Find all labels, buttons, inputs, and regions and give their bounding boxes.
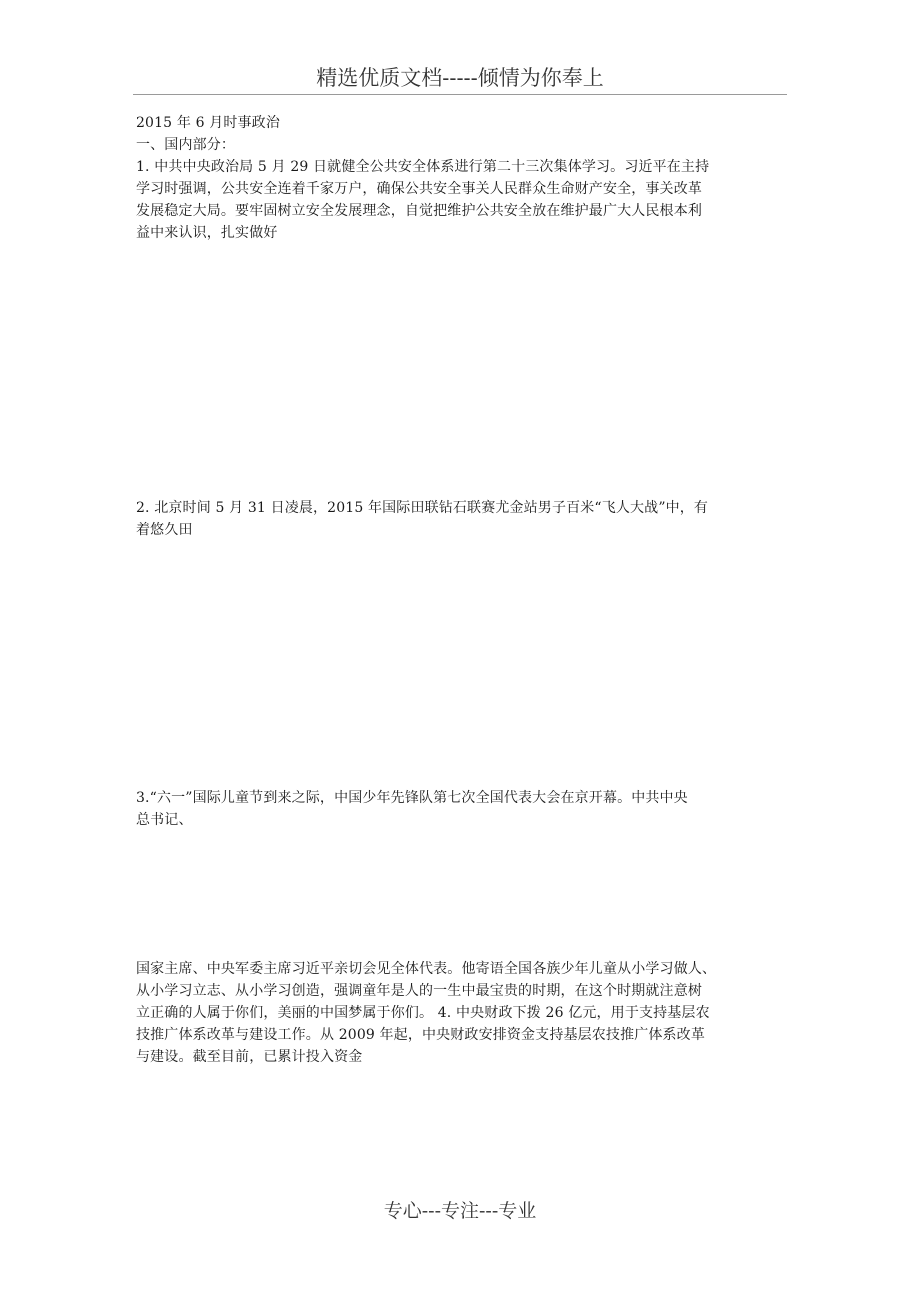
item3-cont-line-4: 技推广体系改革与建设工作。从 2009 年起，中央财政安排资金支持基层农技推广体系改革	[136, 1027, 705, 1043]
item1-line-1: 1. 中共中央政治局 5 月 29 日就健全公共安全体系进行第二十三次集体学习。习近平在主持	[136, 159, 710, 175]
item3-cont-line-1: 国家主席、中央军委主席习近平亲切会见全体代表。他寄语全国各族少年儿童从小学习做人、	[136, 961, 717, 977]
item3-block	[136, 787, 796, 831]
doc-title: 2015 年 6 月时事政治	[136, 115, 280, 131]
item3-line-1: 3.“六一”国际儿童节到来之际，中国少年先锋队第七次全国代表大会在京开幕。中共中央	[136, 790, 688, 806]
item3-cont-line-5: 与建设。截至目前，已累计投入资金	[136, 1049, 363, 1065]
item1-line-2: 学习时强调，公共安全连着千家万户，确保公共安全事关人民群众生命财产安全，事关改革	[136, 181, 702, 197]
item1-line-3: 发展稳定大局。要牢固树立安全发展理念，自觉把维护公共安全放在维护最广大人民根本利	[136, 203, 702, 219]
item2-line-1: 2. 北京时间 5 月 31 日凌晨，2015 年国际田联钻石联赛尤金站男子百米“飞人大战”中，有	[136, 500, 709, 516]
item3-continuation-block	[136, 958, 796, 1068]
intro-block	[136, 112, 796, 244]
section-heading: 一、国内部分：	[136, 137, 236, 153]
item2-block	[136, 497, 796, 541]
page-header: 精选优质文档-----倾情为你奉上	[133, 62, 787, 95]
item3-cont-line-2: 从小学习立志、从小学习创造，强调童年是人的一生中最宝贵的时期，在这个时期就注意树	[136, 983, 702, 999]
page-footer: 专心---专注---专业	[383, 1200, 537, 1222]
item3-cont-line-3: 立正确的人属于你们，美丽的中国梦属于你们。 4. 中央财政下拨 26 亿元，用于支持基层农	[136, 1005, 710, 1021]
item2-line-2: 着悠久田	[136, 522, 193, 538]
item1-line-4: 益中来认识，扎实做好	[136, 225, 278, 241]
item3-line-2: 总书记、	[136, 812, 193, 828]
